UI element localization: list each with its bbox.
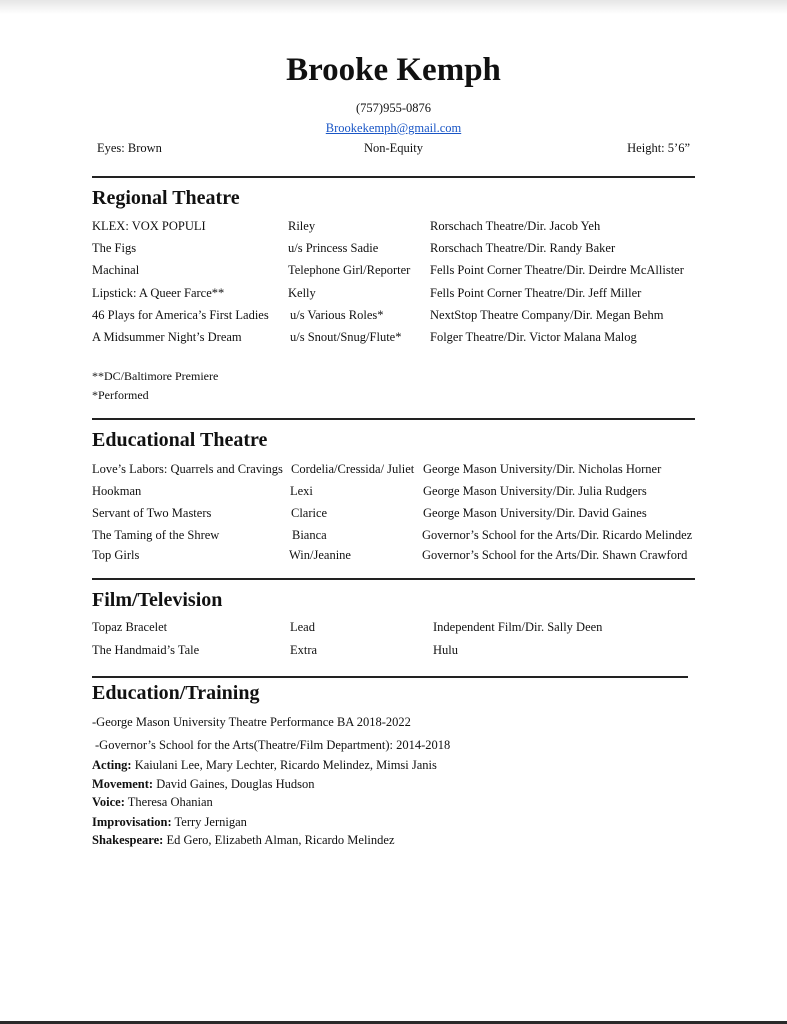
premiere-note: **DC/Baltimore Premiere — [92, 369, 219, 383]
degree-gmu: -George Mason University Theatre Performance BA 2018-2022 — [92, 715, 411, 729]
training-label: Acting: — [92, 758, 132, 772]
role: u/s Various Roles* — [290, 308, 384, 322]
email-link[interactable]: Brookekemph@gmail.com — [325, 121, 462, 135]
role: Win/Jeanine — [289, 548, 351, 562]
show-title: A Midsummer Night’s Dream — [92, 330, 242, 344]
credit-row — [0, 308, 787, 326]
union-status: Non-Equity — [363, 141, 424, 155]
divider — [92, 578, 695, 580]
company: Folger Theatre/Dir. Victor Malana Malog — [430, 330, 637, 344]
company: Governor’s School for the Arts/Dir. Shawn Crawford — [422, 548, 688, 562]
credit-row — [0, 241, 787, 259]
show-title: The Figs — [92, 241, 137, 255]
credit-row — [0, 286, 787, 304]
company: Rorschach Theatre/Dir. Jacob Yeh — [430, 219, 601, 233]
phone-number: (757)955-0876 — [356, 101, 431, 115]
credit-row — [0, 506, 787, 524]
role: Kelly — [288, 286, 316, 300]
credit-row — [0, 219, 787, 237]
training-teachers: Terry Jernigan — [171, 815, 247, 829]
credit-row — [0, 263, 787, 281]
divider — [92, 676, 688, 678]
credit-row — [0, 484, 787, 502]
section-title-educational: Educational Theatre — [92, 429, 268, 451]
credit-row — [0, 330, 787, 348]
role: Cordelia/Cressida/ Juliet — [291, 462, 415, 476]
training-shakespeare — [92, 833, 395, 848]
training-improvisation — [92, 815, 247, 830]
role: u/s Princess Sadie — [288, 241, 379, 255]
show-title: Hookman — [92, 484, 142, 498]
show-title: Top Girls — [92, 548, 140, 562]
role: Lead — [290, 620, 315, 634]
role: Bianca — [292, 528, 327, 542]
section-title-regional: Regional Theatre — [92, 187, 240, 209]
viewer-top-shadow — [0, 0, 787, 14]
training-label: Voice: — [92, 795, 125, 809]
training-voice — [92, 795, 213, 810]
performed-note: *Performed — [92, 388, 149, 402]
show-title: KLEX: VOX POPULI — [92, 219, 206, 233]
role: Riley — [288, 219, 316, 233]
show-title: 46 Plays for America’s First Ladies — [92, 308, 269, 322]
training-teachers: Ed Gero, Elizabeth Alman, Ricardo Melindez — [163, 833, 395, 847]
credit-row — [0, 548, 787, 566]
credit-row — [0, 528, 787, 546]
role: Telephone Girl/Reporter — [288, 263, 411, 277]
training-label: Movement: — [92, 777, 154, 791]
actor-name: Brooke Kemph — [286, 52, 501, 88]
show-title: Lipstick: A Queer Farce** — [92, 286, 225, 300]
training-teachers: Theresa Ohanian — [124, 795, 213, 809]
role: Clarice — [291, 506, 328, 520]
credit-row — [0, 643, 787, 661]
divider — [92, 176, 695, 178]
training-acting — [92, 758, 437, 773]
section-title-film: Film/Television — [92, 589, 223, 611]
company: George Mason University/Dir. David Gaines — [423, 506, 647, 520]
company: Rorschach Theatre/Dir. Randy Baker — [430, 241, 616, 255]
training-movement — [92, 777, 315, 792]
role: u/s Snout/Snug/Flute* — [290, 330, 402, 344]
training-teachers: David Gaines, Douglas Hudson — [153, 777, 315, 791]
training-label: Improvisation: — [92, 815, 172, 829]
company: NextStop Theatre Company/Dir. Megan Behm — [430, 308, 664, 322]
eyes-stat: Eyes: Brown — [97, 141, 162, 155]
company: Hulu — [433, 643, 458, 657]
credit-row — [0, 620, 787, 638]
show-title: The Taming of the Shrew — [92, 528, 220, 542]
role: Lexi — [290, 484, 313, 498]
training-teachers: Kaiulani Lee, Mary Lechter, Ricardo Melindez, Mimsi Janis — [131, 758, 437, 772]
company: Fells Point Corner Theatre/Dir. Jeff Miller — [430, 286, 642, 300]
show-title: Servant of Two Masters — [92, 506, 212, 520]
credit-row — [0, 462, 787, 480]
company: Fells Point Corner Theatre/Dir. Deirdre McAllister — [430, 263, 684, 277]
show-title: The Handmaid’s Tale — [92, 643, 200, 657]
company: Governor’s School for the Arts/Dir. Ricardo Melindez — [422, 528, 693, 542]
show-title: Love’s Labors: Quarrels and Cravings — [92, 462, 283, 476]
company: Independent Film/Dir. Sally Deen — [433, 620, 603, 634]
height-stat: Height: 5’6” — [627, 141, 690, 155]
company: George Mason University/Dir. Julia Rudgers — [423, 484, 647, 498]
divider — [92, 418, 695, 420]
degree-governors-school: -Governor’s School for the Arts(Theatre/Film Department): 2014-2018 — [95, 738, 451, 752]
company: George Mason University/Dir. Nicholas Horner — [423, 462, 662, 476]
role: Extra — [290, 643, 318, 657]
show-title: Topaz Bracelet — [92, 620, 168, 634]
section-title-education: Education/Training — [92, 682, 260, 704]
show-title: Machinal — [92, 263, 140, 277]
training-label: Shakespeare: — [92, 833, 164, 847]
